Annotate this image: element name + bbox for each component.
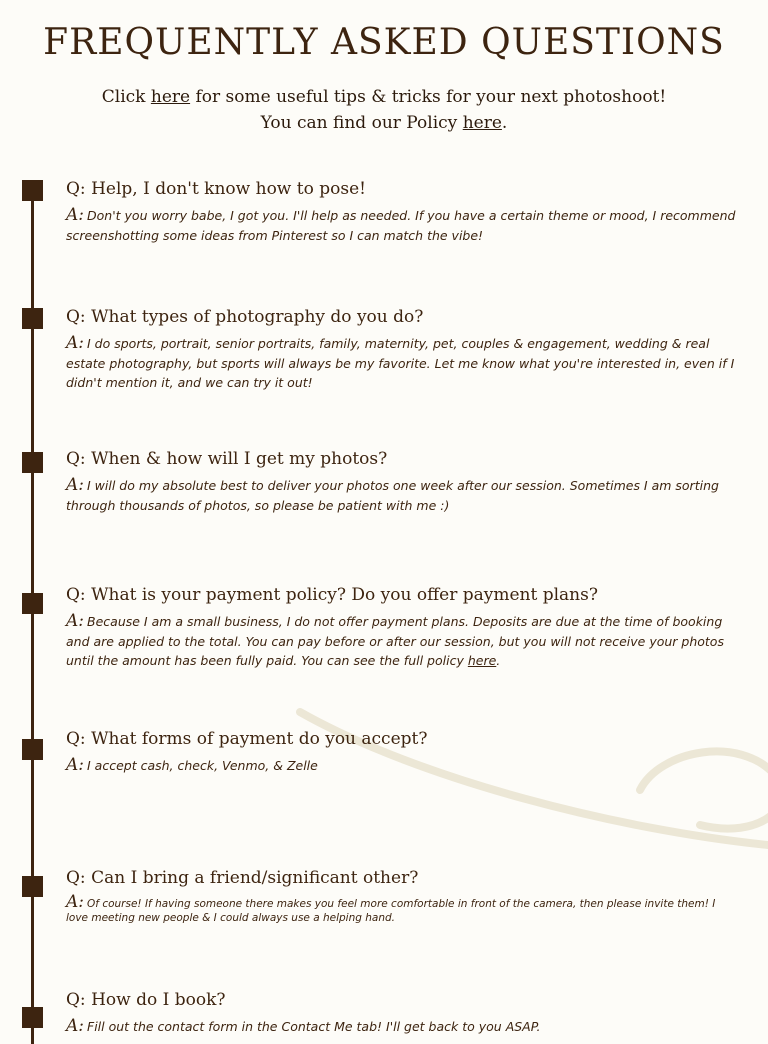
faq-question <box>66 867 738 889</box>
faq-answer <box>66 756 738 776</box>
timeline-marker <box>22 739 43 760</box>
question-prefix: Q: <box>66 729 86 749</box>
answer-text: I do sports, portrait, senior portraits, family, maternity, pet, couples & engagement, wedding & real estate photography, but sports will always be my favorite. Let me know what you're interested in, even if I didn't mention it, and we can try it out! <box>66 336 735 390</box>
faq-item <box>66 178 738 245</box>
intro-text: Click <box>101 87 151 107</box>
question-prefix: Q: <box>66 307 86 327</box>
faq-question <box>66 989 738 1011</box>
faq-question <box>66 728 738 750</box>
faq-item <box>66 584 738 671</box>
question-prefix: Q: <box>66 868 86 888</box>
question-prefix: Q: <box>66 990 86 1010</box>
answer-text: I accept cash, check, Venmo, & Zelle <box>87 758 318 773</box>
intro-text: for some useful tips & tricks for your next photoshoot! <box>190 87 667 107</box>
intro-text: . <box>501 113 508 133</box>
answer-text: Because I am a small business, I do not offer payment plans. Deposits are due at the time of booking and are applied to the total. You can pay before or after our session, but you will not receive your photos until the amount has been fully paid. You can see the full policy <box>66 614 724 668</box>
faq-item <box>66 867 738 925</box>
intro-line-tips <box>0 87 768 107</box>
faq-answer <box>66 1017 738 1037</box>
faq-answer <box>66 612 738 671</box>
timeline-marker <box>22 1007 43 1028</box>
faq-answer <box>66 206 738 245</box>
timeline-marker <box>22 452 43 473</box>
faq-answer <box>66 334 738 393</box>
answer-prefix: A: <box>66 475 85 495</box>
question-text: How do I book? <box>91 990 226 1010</box>
faq-question <box>66 584 738 606</box>
answer-prefix: A: <box>66 205 85 225</box>
question-text: What is your payment policy? Do you offer payment plans? <box>91 585 598 605</box>
faq-item <box>66 448 738 515</box>
answer-text: Fill out the contact form in the Contact Me tab! I'll get back to you ASAP. <box>87 1019 541 1034</box>
faq-answer <box>66 476 738 515</box>
faq-question <box>66 306 738 328</box>
answer-prefix: A: <box>66 755 85 775</box>
answer-prefix: A: <box>66 611 85 631</box>
question-prefix: Q: <box>66 585 86 605</box>
answer-text: Of course! If having someone there makes you feel more comfortable in front of the camera, then please invite them! I love meeting new people & I could always use a helping hand. <box>66 898 716 924</box>
faq-question <box>66 448 738 470</box>
faq-question <box>66 178 738 200</box>
question-prefix: Q: <box>66 449 86 469</box>
faq-item <box>66 306 738 393</box>
question-text: What types of photography do you do? <box>91 307 424 327</box>
page-title: FREQUENTLY ASKED QUESTIONS <box>43 22 725 63</box>
question-text: Help, I don't know how to pose! <box>91 179 366 199</box>
faq-item <box>66 728 738 776</box>
timeline-marker <box>22 593 43 614</box>
answer-prefix: A: <box>66 1016 85 1036</box>
policy-link[interactable]: here <box>462 113 502 133</box>
answer-prefix: A: <box>66 333 85 353</box>
answer-text: I will do my absolute best to deliver your photos one week after our session. Sometimes I am sorting through thousands of photos, so please be patient with me :) <box>66 478 719 513</box>
timeline-marker <box>22 180 43 201</box>
faq-item <box>66 989 738 1037</box>
question-text: When & how will I get my photos? <box>91 449 388 469</box>
intro-text: You can find our Policy <box>260 113 463 133</box>
question-prefix: Q: <box>66 179 86 199</box>
answer-text: Don't you worry babe, I got you. I'll help as needed. If you have a certain theme or mood, I recommend screenshotting some ideas from Pinterest so I can match the vibe! <box>66 208 736 243</box>
question-text: What forms of payment do you accept? <box>91 729 428 749</box>
answer-text: . <box>496 653 501 668</box>
tips-link[interactable]: here <box>150 87 191 107</box>
full-policy-link[interactable]: here <box>467 653 497 668</box>
timeline-marker <box>22 308 43 329</box>
question-text: Can I bring a friend/significant other? <box>91 868 419 888</box>
intro-line-policy <box>0 113 768 133</box>
faq-answer <box>66 892 738 925</box>
timeline-marker <box>22 876 43 897</box>
answer-prefix: A: <box>66 892 85 912</box>
